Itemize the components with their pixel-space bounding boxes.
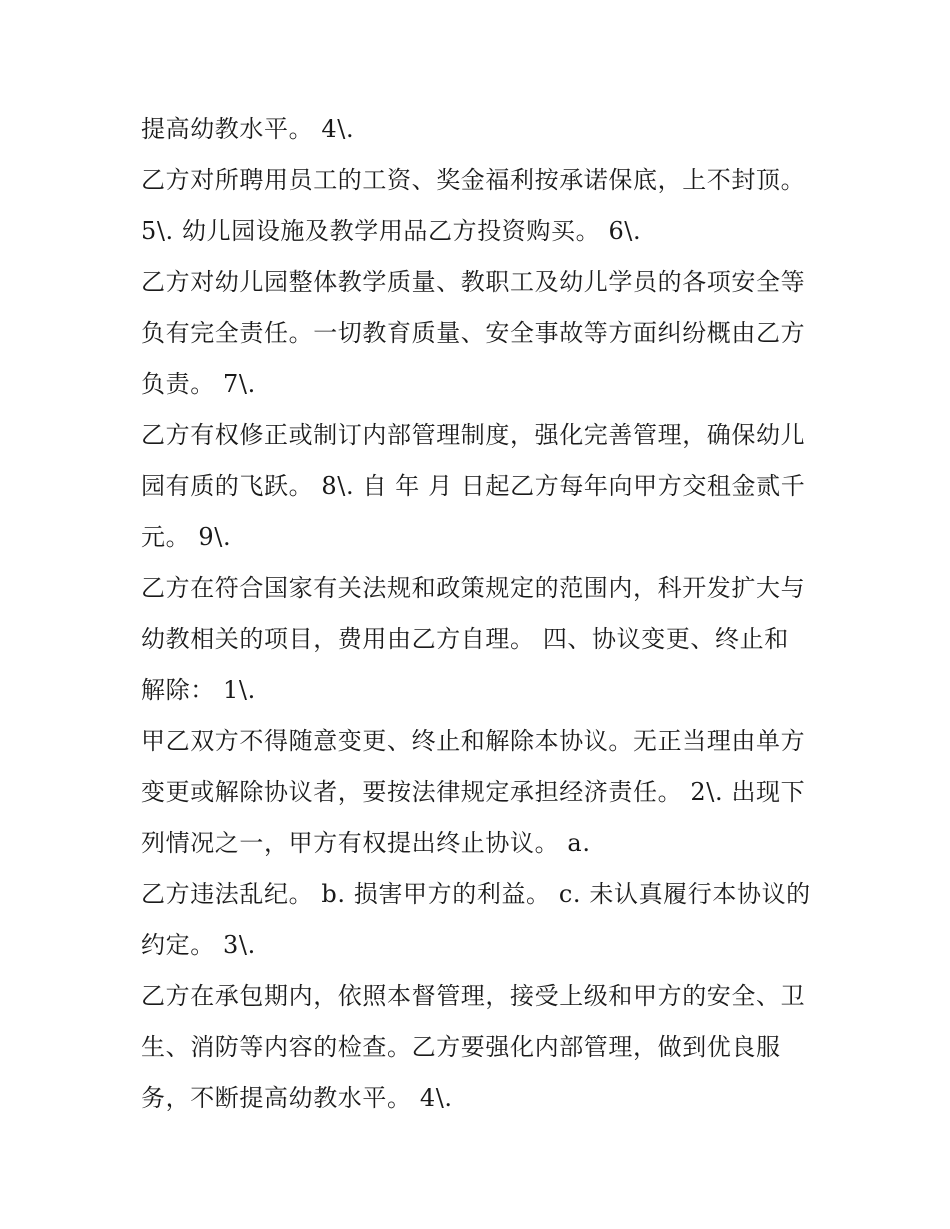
text-line: 乙方在承包期内，依照本督管理，接受上级和甲方的安全、卫 bbox=[141, 982, 806, 1010]
text-line: 生、消防等内容的检查。乙方要强化内部管理，做到优良服 bbox=[141, 1033, 781, 1061]
text-line: 乙方对所聘用员工的工资、奖金福利按承诺保底，上不封顶。 bbox=[141, 166, 806, 194]
text-line: 园有质的飞跃。 8\. 自 年 月 日起乙方每年向甲方交租金贰千 bbox=[141, 472, 806, 500]
text-line: 变更或解除协议者，要按法律规定承担经济责任。 2\. 出现下 bbox=[141, 778, 806, 806]
text-line: 5\. 幼儿园设施及教学用品乙方投资购买。 6\. bbox=[141, 217, 642, 245]
text-line: 乙方有权修正或制订内部管理制度，强化完善管理，确保幼儿 bbox=[141, 421, 806, 449]
document-body bbox=[141, 104, 821, 1124]
text-line: 负责。 7\. bbox=[141, 370, 256, 398]
text-line: 约定。 3\. bbox=[141, 931, 256, 959]
text-line: 乙方在符合国家有关法规和政策规定的范围内，科开发扩大与 bbox=[141, 574, 806, 602]
text-line: 元。 9\. bbox=[141, 523, 232, 551]
text-line: 列情况之一，甲方有权提出终止协议。 a. bbox=[141, 829, 591, 857]
text-line: 乙方对幼儿园整体教学质量、教职工及幼儿学员的各项安全等 bbox=[141, 268, 806, 296]
text-line: 乙方违法乱纪。 b. 损害甲方的利益。 c. 未认真履行本协议的 bbox=[141, 880, 811, 908]
text-line: 幼教相关的项目，费用由乙方自理。 四、协议变更、终止和 bbox=[141, 625, 789, 653]
text-line: 提高幼教水平。 4\. bbox=[141, 115, 355, 143]
text-line: 务，不断提高幼教水平。 4\. bbox=[141, 1084, 453, 1112]
text-line: 解除： 1\. bbox=[141, 676, 256, 704]
text-line: 负有完全责任。一切教育质量、安全事故等方面纠纷概由乙方 bbox=[141, 319, 806, 347]
text-line: 甲乙双方不得随意变更、终止和解除本协议。无正当理由单方 bbox=[141, 727, 806, 755]
